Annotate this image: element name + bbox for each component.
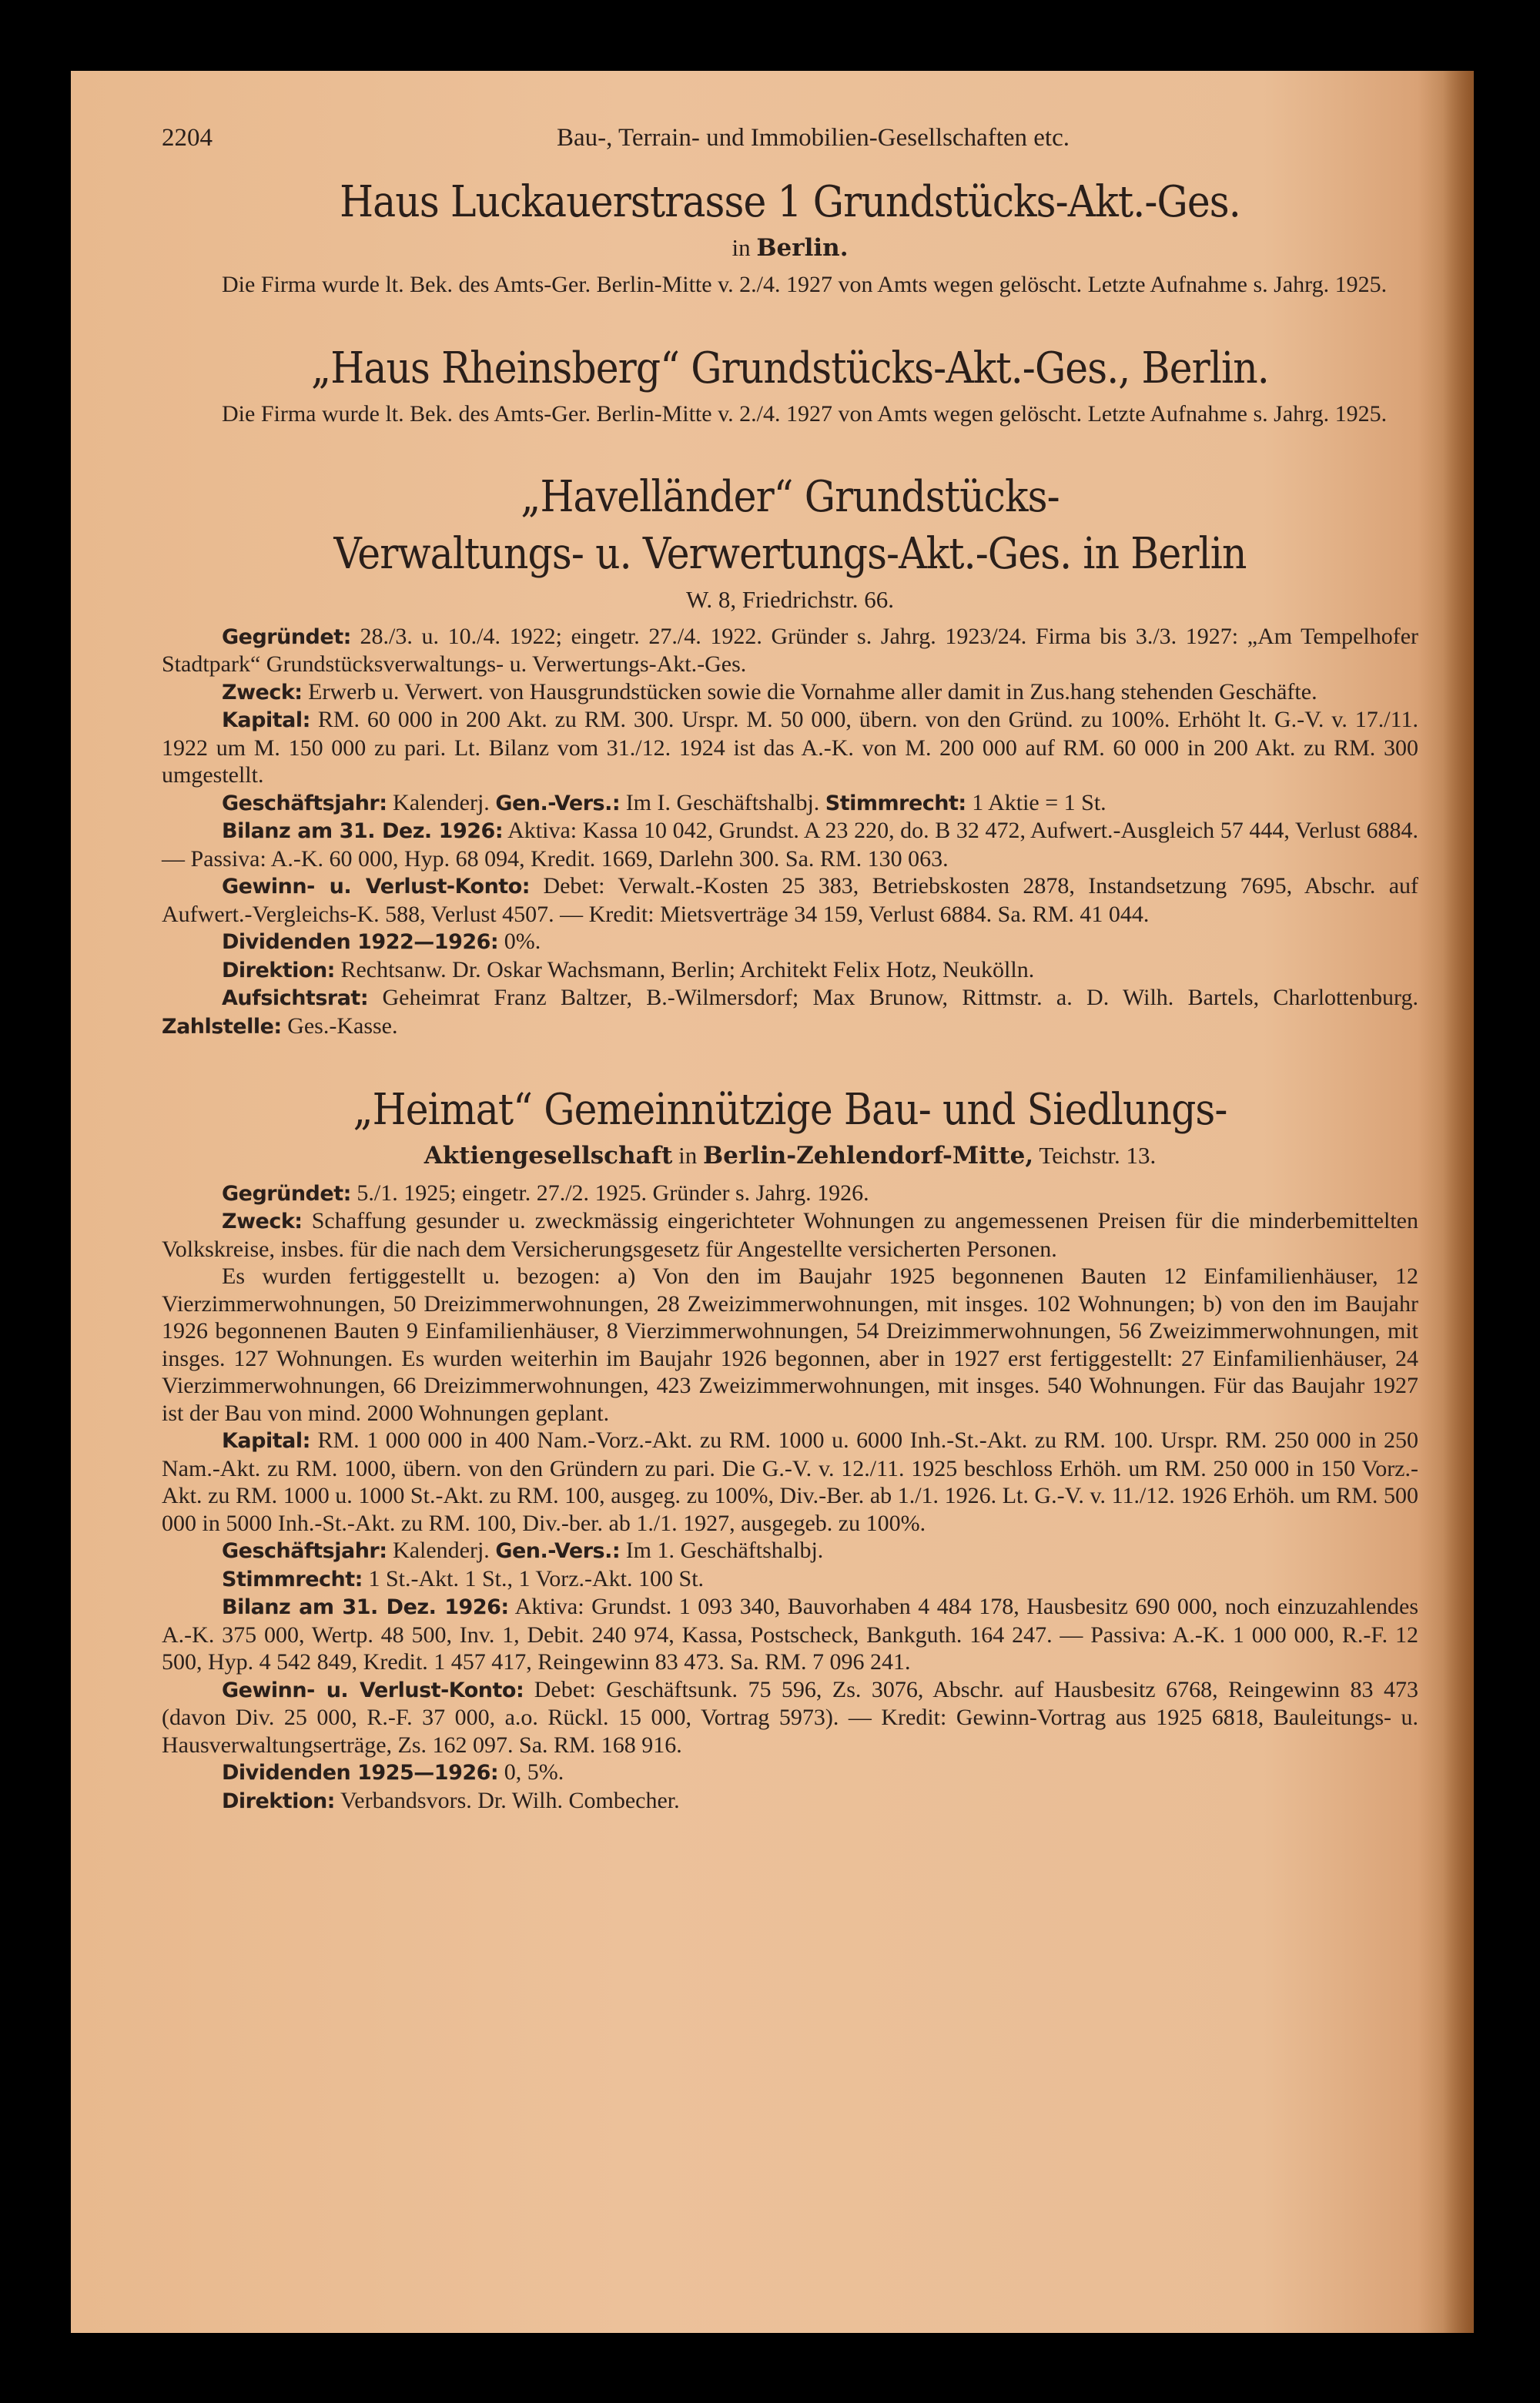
field-text: Im 1. Geschäftshalbj. xyxy=(625,1538,824,1563)
field-label: Bilanz am 31. Dez. 1926: xyxy=(222,1595,509,1619)
field-text: Verbandsvors. Dr. Wilh. Combecher. xyxy=(340,1787,680,1813)
entry-paragraph xyxy=(162,1427,1418,1537)
field-text: Debet: Verwalt.-Kosten 25 383, Betriebskosten 2878, Instandsetzung 7695, Abschr. auf Aufwert.-Vergleichs-K. 588, Verlust 4507. — Kredit: Mietsverträge 34 159, Verlust 6884. Sa. RM. 41 044. xyxy=(162,873,1419,927)
field-label: Stimmrecht: xyxy=(825,791,966,815)
entry-paragraph xyxy=(162,1263,1418,1427)
field-label: Aufsichtsrat: xyxy=(222,986,369,1010)
entry-paragraph xyxy=(162,789,1418,818)
entry-paragraph xyxy=(162,956,1418,985)
field-label: Gen.-Vers.: xyxy=(495,791,621,815)
field-text: 5./1. 1925; eingetr. 27./2. 1925. Gründer s. Jahrg. 1926. xyxy=(357,1180,869,1206)
entry-paragraph: Die Firma wurde lt. Bek. des Amts-Ger. Berlin-Mitte v. 2./4. 1927 von Amts wegen gelöscht. Letzte Aufnahme s. Jahrg. 1925. xyxy=(222,400,1388,427)
field-text: 28./3. u. 10./4. 1922; eingetr. 27./4. 1922. Gründer s. Jahrg. 1923/24. Firma bis 3./3. 1927: „Am Tempelhofer Stadtpark“ Grundstücksverwaltungs- u. Verwertungs-Akt.-Ges. xyxy=(162,623,1419,677)
field-label: Dividenden 1922—1926: xyxy=(222,930,499,954)
field-text: Schaffung gesunder u. zweckmässig eingerichteter Wohnungen zu angemessenen Preisen für die minderbemittelten Volkskreise, insbes. für die nach dem Versicherungsgesetz für Angestellte versicherten Personen. xyxy=(162,1208,1418,1262)
field-text: Erwerb u. Verwert. von Hausgrundstücken sowie die Vornahme aller damit in Zus.hang stehenden Geschäfte. xyxy=(308,678,1317,705)
entry-paragraph xyxy=(162,706,1418,789)
field-label: Kapital: xyxy=(222,708,310,732)
entry-title: „Heimat“ Gemeinnützige Bau- und Siedlungs- xyxy=(353,1085,1227,1135)
entry-location xyxy=(162,234,1418,263)
entry-title-line1: „Havelländer“ Grundstücks- xyxy=(521,472,1060,522)
field-text: Debet: Geschäftsunk. 75 596, Zs. 3076, Abschr. auf Hausbesitz 6768, Reingewinn 83 473 (davon Div. 25 000, R.-F. 37 000, a.o. Rückl. 15 000, Vortrag 5973). — Kredit: Gewinn-Vortrag aus 1925 6818, Bauleitungs- u. Hausverwaltungserträge, Zs. 162 097. Sa. RM. 168 916. xyxy=(162,1676,1419,1758)
field-label: Direktion: xyxy=(222,1789,335,1813)
field-text: Kalenderj. xyxy=(393,789,490,815)
entry-body xyxy=(162,1180,1418,1816)
field-label: Gegründet: xyxy=(222,1181,351,1206)
entry-title: Haus Luckauerstrasse 1 Grundstücks-Akt.-Ges. xyxy=(340,176,1240,227)
location-place: Berlin. xyxy=(756,233,849,262)
page-number: 2204 xyxy=(162,124,213,152)
entry-haus-luckauerstrasse xyxy=(162,174,1418,299)
field-label: Geschäftsjahr: xyxy=(222,1539,387,1563)
field-text: Rechtsanw. Dr. Oskar Wachsmann, Berlin; Architekt Felix Hotz, Neukölln. xyxy=(340,956,1035,982)
entry-paragraph xyxy=(162,1565,1418,1594)
field-text: 1 Aktie = 1 St. xyxy=(972,789,1106,815)
entry-havellaender xyxy=(162,469,1418,1040)
field-text: Aktiva: Grundst. 1 093 340, Bauvorhaben 4 484 178, Hausbesitz 690 000, noch einzuzahlendes A.-K. 375 000, Wertp. 48 500, Inv. 1, Debit. 240 974, Kassa, Postscheck, Bankguth. 164 247. — Passiva: A.-K. 1 000 000, R.-F. 12 500, Hyp. 4 542 849, Kredit. 1 457 417, Reingewinn 83 473. Sa. RM. 7 096 241. xyxy=(162,1594,1418,1675)
field-text: Kalenderj. xyxy=(393,1538,490,1563)
entry-haus-rheinsberg xyxy=(162,340,1418,428)
field-label: Geschäftsjahr: xyxy=(222,791,387,815)
field-text: RM. 1 000 000 in 400 Nam.-Vorz.-Akt. zu RM. 1000 u. 6000 Inh.-St.-Akt. zu RM. 100. Urspr. RM. 250 000 in 250 Nam.-Akt. zu RM. 1000, übern. von den Gründern zu pari. Die G.-V. v. 12./11. 1925 beschloss Erhöh. um RM. 250 000 in 150 Vorz.-Akt. zu RM. 1000 u. 1000 St.-Akt. zu RM. 100, ausgeg. zu 100%, Div.-Ber. ab 1./1. 1926. Lt. G.-V. v. 11./12. 1926 Erhöh. um RM. 500 000 in 5000 Inh.-St.-Akt. zu RM. 100, Div.-ber. ab 1./1. 1927, ausgegeb. zu 100%. xyxy=(162,1427,1419,1536)
running-title: Bau-, Terrain- und Immobilien-Gesellschaften etc. xyxy=(556,124,1070,152)
field-label: Zweck: xyxy=(222,680,303,705)
text-column xyxy=(162,125,1418,1815)
entry-paragraph xyxy=(162,984,1418,1040)
entry-location xyxy=(162,1142,1418,1170)
location-street: Teichstr. 13. xyxy=(1039,1142,1157,1169)
entry-title-line2: Verwaltungs- u. Verwertungs-Akt.-Ges. in Berlin xyxy=(333,529,1247,579)
field-label: Direktion: xyxy=(222,958,335,982)
field-label: Zweck: xyxy=(222,1210,303,1233)
field-text: Geheimrat Franz Baltzer, B.-Wilmersdorf; Max Brunow, Rittmstr. a. D. Wilh. Bartels, Charlottenburg. xyxy=(382,985,1418,1010)
location-place: Berlin-Zehlendorf-Mitte, xyxy=(702,1142,1034,1170)
running-header xyxy=(162,125,1418,152)
field-text: Ges.-Kasse. xyxy=(287,1012,398,1039)
entry-paragraph xyxy=(162,872,1418,928)
entry-paragraph: Die Firma wurde lt. Bek. des Amts-Ger. Berlin-Mitte v. 2./4. 1927 von Amts wegen gelöscht. Letzte Aufnahme s. Jahrg. 1925. xyxy=(222,272,1388,297)
entry-paragraph xyxy=(162,1676,1418,1759)
entry-paragraph xyxy=(162,1180,1418,1208)
entry-paragraph xyxy=(162,817,1418,872)
field-label: Kapital: xyxy=(222,1429,310,1453)
entry-heimat xyxy=(162,1082,1418,1815)
field-text: Im I. Geschäftshalbj. xyxy=(625,789,820,815)
field-label: Zahlstelle: xyxy=(162,1014,282,1039)
entry-paragraph xyxy=(162,623,1418,678)
field-label: Dividenden 1925—1926: xyxy=(222,1761,499,1785)
entry-paragraph xyxy=(162,1787,1418,1816)
scanned-page xyxy=(71,71,1474,2333)
entry-paragraph xyxy=(162,928,1418,956)
field-label: Stimmrecht: xyxy=(222,1567,363,1591)
entry-paragraph xyxy=(162,678,1418,707)
field-text: Es wurden fertiggestellt u. bezogen: a) Von den im Baujahr 1925 begonnenen Bauten 12 Einfamilienhäuser, 12 Vierzimmerwohnungen, 50 Dreizimmerwohnungen, 28 Zweizimmerwohnungen, mit insges. 102 Wohnungen; b) von den im Baujahr 1926 begonnenen Bauten 9 Einfamilienhäuser, 8 Vierzimmerwohnungen, 54 Dreizimmerwohnungen, 56 Zweizimmerwohnungen, mit insges. 127 Wohnungen. Es wurden weiterhin im Baujahr 1926 begonnen, aber in 1927 erst fertiggestellt: 27 Einfamilienhäuser, 24 Vierzimmerwohnungen, 66 Dreizimmerwohnungen, 423 Zweizimmerwohnungen, mit insges. 540 Wohnungen. Für das Baujahr 1927 ist der Bau von mind. 2000 Wohnungen geplant. xyxy=(162,1263,1418,1426)
field-text: 0, 5%. xyxy=(504,1759,564,1785)
field-label: Gen.-Vers.: xyxy=(495,1539,621,1563)
entry-paragraph xyxy=(162,1207,1418,1263)
entry-paragraph xyxy=(162,1537,1418,1565)
field-label: Bilanz am 31. Dez. 1926: xyxy=(222,819,504,843)
field-text: 0%. xyxy=(504,929,541,954)
location-prefix: in xyxy=(678,1142,698,1169)
entry-address: W. 8, Friedrichstr. 66. xyxy=(685,586,895,613)
entry-title: „Haus Rheinsberg“ Grundstücks-Akt.-Ges., Berlin. xyxy=(311,343,1269,393)
field-text: RM. 60 000 in 200 Akt. zu RM. 300. Urspr. M. 50 000, übern. von den Gründ. zu 100%. Erhöht lt. G.-V. v. 17./11. 1922 um M. 150 000 zu pari. Lt. Bilanz vom 31./12. 1924 ist das A.-K. von M. 200 000 auf RM. 60 000 in 200 Akt. zu RM. 300 umgestellt. xyxy=(162,707,1418,788)
field-label: Gegründet: xyxy=(222,624,351,649)
field-text: Aktiva: Kassa 10 042, Grundst. A 23 220, do. B 32 472, Aufwert.-Ausgleich 57 444, Verlust 6884. — Passiva: A.-K. 60 000, Hyp. 68 094, Kredit. 1669, Darlehn 300. Sa. RM. 130 063. xyxy=(162,818,1418,872)
entry-paragraph xyxy=(162,1759,1418,1787)
page-spine-shadow xyxy=(1443,71,1474,2333)
field-label: Gewinn- u. Verlust-Konto: xyxy=(222,875,531,899)
company-form: Aktiengesellschaft xyxy=(424,1142,673,1170)
field-text: 1 St.-Akt. 1 St., 1 Vorz.-Akt. 100 St. xyxy=(368,1565,705,1591)
entry-paragraph xyxy=(162,1593,1418,1676)
entry-body xyxy=(162,623,1418,1041)
location-prefix: in xyxy=(732,233,751,261)
field-label: Gewinn- u. Verlust-Konto: xyxy=(222,1678,524,1702)
